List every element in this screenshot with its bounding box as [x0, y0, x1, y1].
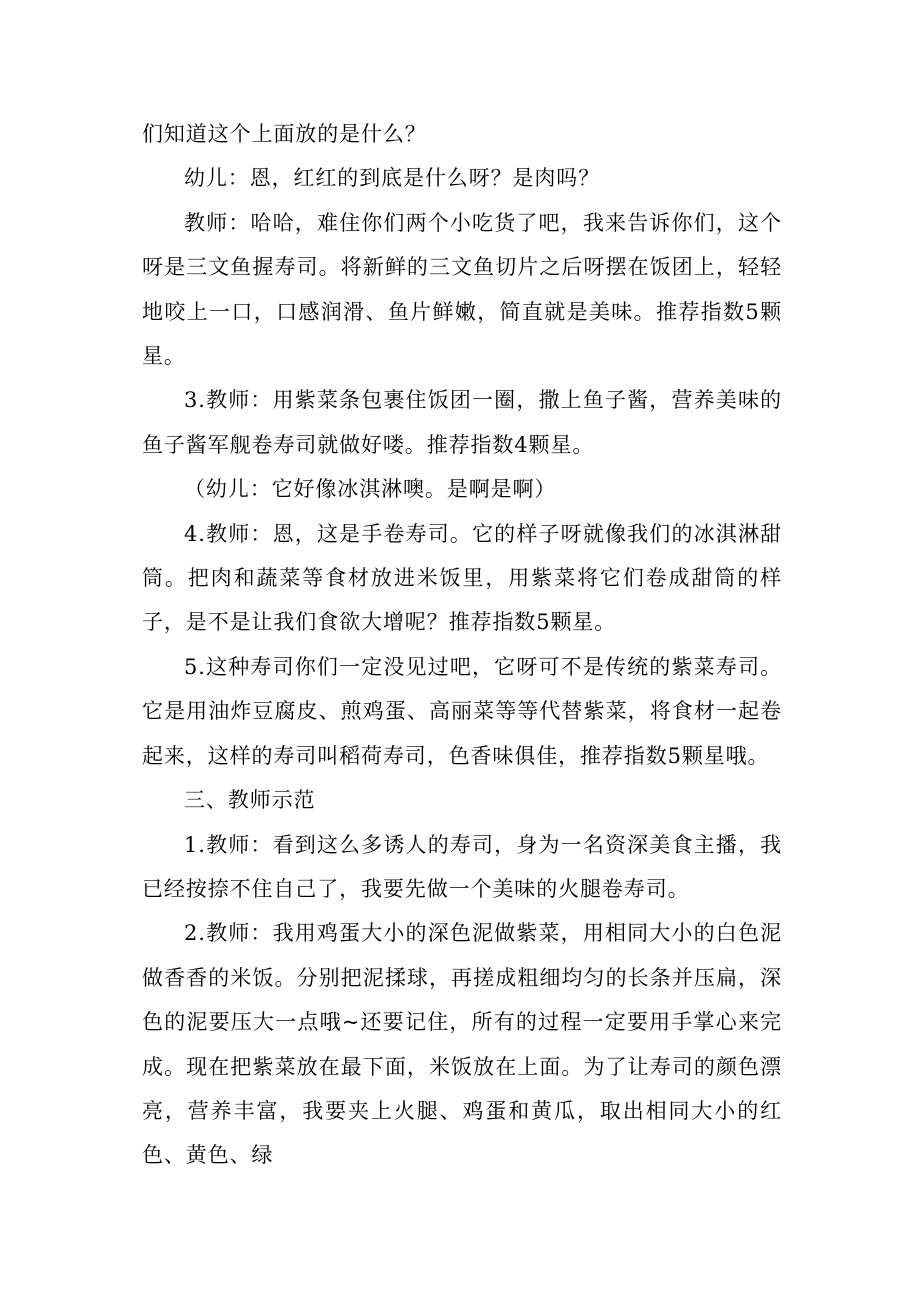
document-body: [142, 112, 782, 1178]
section-heading-demo: 三、教师示范: [184, 788, 316, 813]
paragraph-continuation: 们知道这个上面放的是什么？: [142, 122, 427, 146]
paragraph-hand-roll: 4.教师：恩，这是手卷寿司。它的样子呀就像我们的冰淇淋甜筒。把肉和蔬菜等食材放进米饭里，用紫菜将它们卷成甜筒的样子，是不是让我们食欲大增呢？推荐指数5颗星。: [142, 521, 782, 635]
paragraph-salmon-sushi: 教师：哈哈，难住你们两个小吃货了吧，我来告诉你们，这个呀是三文鱼握寿司。将新鲜的三文鱼切片之后呀摆在饭团上，轻轻地咬上一口，口感润滑、鱼片鲜嫩，简直就是美味。推荐指数5颗星。: [142, 210, 782, 369]
paragraph-inari-sushi: 5.这种寿司你们一定没见过吧，它呀可不是传统的紫菜寿司。它是用油炸豆腐皮、煎鸡蛋、高丽菜等等代替紫菜，将食材一起卷起来，这样的寿司叫稻荷寿司，色香味俱佳，推荐指数5颗星哦。: [142, 654, 782, 768]
paragraph-gunkan-sushi: 3.教师：用紫菜条包裹住饭团一圈，撒上鱼子酱，营养美味的鱼子酱军舰卷寿司就做好喽。推荐指数4颗星。: [142, 388, 782, 457]
paragraph-child-question: 幼儿：恩，红红的到底是什么呀？是肉吗？: [184, 166, 601, 191]
paragraph-demo-intro: 1.教师：看到这么多诱人的寿司，身为一名资深美食主播，我已经按捺不住自己了，我要先做一个美味的火腿卷寿司。: [142, 832, 782, 901]
paragraph-demo-steps: 2.教师：我用鸡蛋大小的深色泥做紫菜，用相同大小的白色泥做香香的米饭。分别把泥揉球，再搓成粗细均匀的长条并压扁，深色的泥要压大一点哦~还要记住，所有的过程一定要用手掌心来完成。现在把紫菜放在最下面，米饭放在上面。为了让寿司的颜色漂亮，营养丰富，我要夹上火腿、鸡蛋和黄瓜，取出相同大小的红色、黄色、绿: [142, 921, 782, 1168]
paragraph-child-remark: （幼儿：它好像冰淇淋噢。是啊是啊）: [184, 477, 557, 502]
